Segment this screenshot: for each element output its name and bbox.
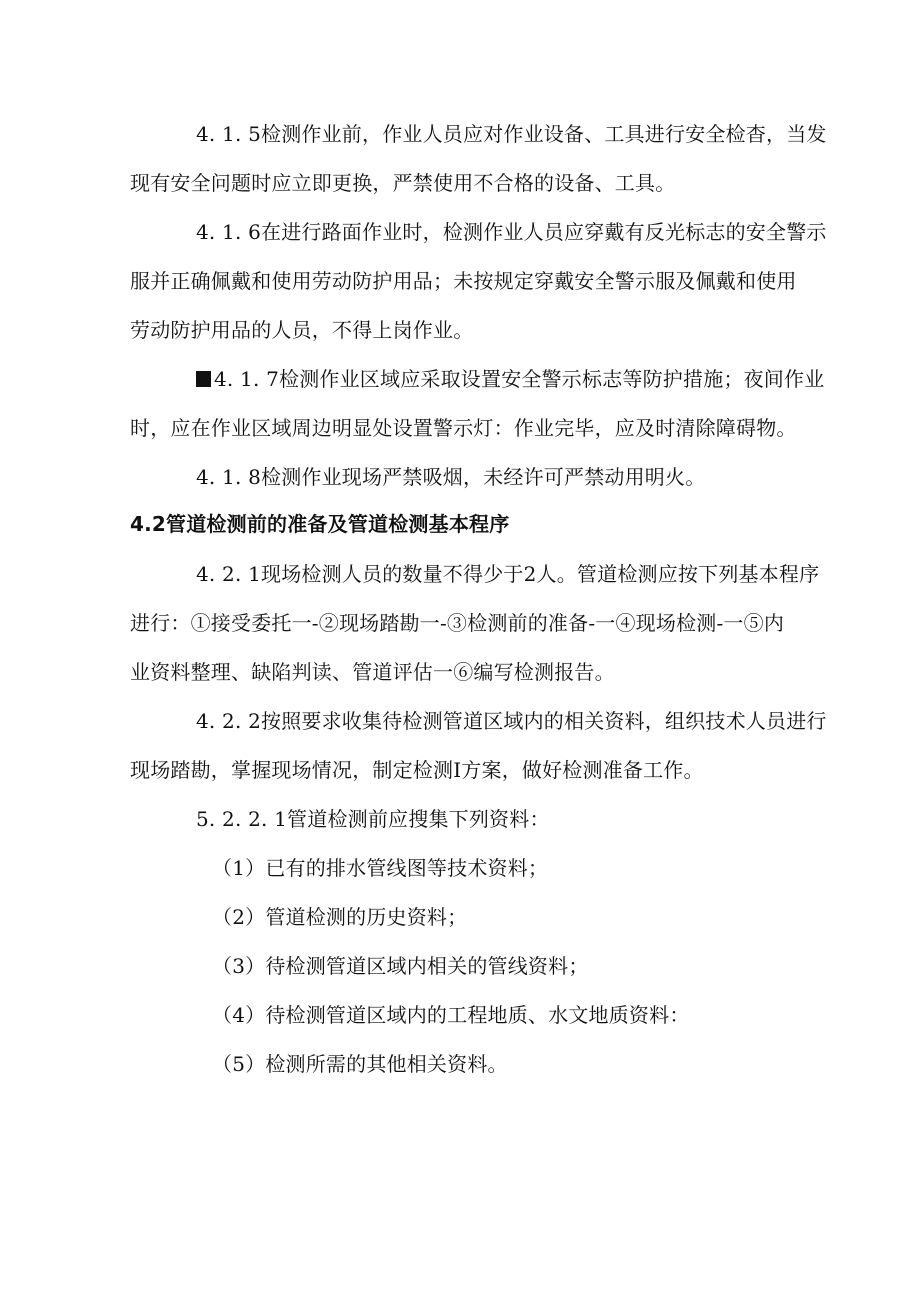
- paragraph-4-1-7-line-1: [196, 366, 824, 392]
- paragraph-4-2-1-line-3: 业资料整理、缺陷判读、管道评估一⑥编写检测报告。: [130, 660, 615, 684]
- section-heading-4-2: 4.2管道检测前的准备及管道检测基本程序: [130, 512, 510, 536]
- paragraph-4-1-5-line-2: 现有安全问题时应立即更换，严禁使用不合格的设备、工具。: [130, 171, 676, 195]
- paragraph-4-1-6-line-2: 服并正确佩戴和使用劳动防护用品；未按规定穿戴安全警示服及佩戴和使用: [130, 269, 797, 293]
- list-item: （2）管道检测的历史资料；: [212, 905, 468, 929]
- paragraph-4-2-1-line-2: 进行：①接受委托一-②现场踏勘一-③检测前的准备-一④现场检测-一⑤内: [130, 611, 785, 635]
- paragraph-4-1-7-text: 4. 1. 7检测作业区域应采取设置安全警示标志等防护措施；夜间作业: [214, 367, 825, 391]
- paragraph-4-1-5-line-1: 4. 1. 5检测作业前，作业人员应对作业设备、工具进行安全检杳，当发: [196, 122, 827, 146]
- paragraph-4-1-6-line-1: 4. 1. 6在进行路面作业时，检测作业人员应穿戴有反光标志的安全警示: [196, 220, 827, 244]
- paragraph-4-1-8-line-1: 4. 1. 8检测作业现场严禁吸烟，未经许可严禁动用明火。: [196, 465, 706, 489]
- paragraph-4-2-2-line-1: 4. 2. 2按照要求收集待检测管道区域内的相关资料，组织技术人员进行: [196, 709, 827, 733]
- paragraph-4-2-1-line-1: 4. 2. 1现场检测人员的数量不得少于2人。管道检测应按下列基本程序: [196, 562, 820, 586]
- paragraph-4-1-6-line-3: 劳动防护用品的人员，不得上岗作业。: [130, 318, 474, 342]
- list-item: （4）待检测管道区域内的工程地质、水文地质资料：: [212, 1003, 690, 1027]
- paragraph-5-2-2-1: 5. 2. 2. 1管道检测前应搜集下列资料：: [196, 807, 550, 831]
- list-item: （1）已有的排水管线图等技术资料；: [212, 856, 549, 880]
- square-bullet-icon: [196, 371, 211, 387]
- list-item: （3）待检测管道区域内相关的管线资料；: [212, 954, 589, 978]
- list-item: （5）检测所需的其他相关资料。: [212, 1052, 508, 1076]
- paragraph-4-2-2-line-2: 现场踏勘，掌握现场情况，制定检测I方案，做好检测准备工作。: [130, 758, 704, 782]
- paragraph-4-1-7-line-2: 时，应在作业区域周边明显处设置警示灯：作业完毕，应及时清除障碍物。: [130, 416, 797, 440]
